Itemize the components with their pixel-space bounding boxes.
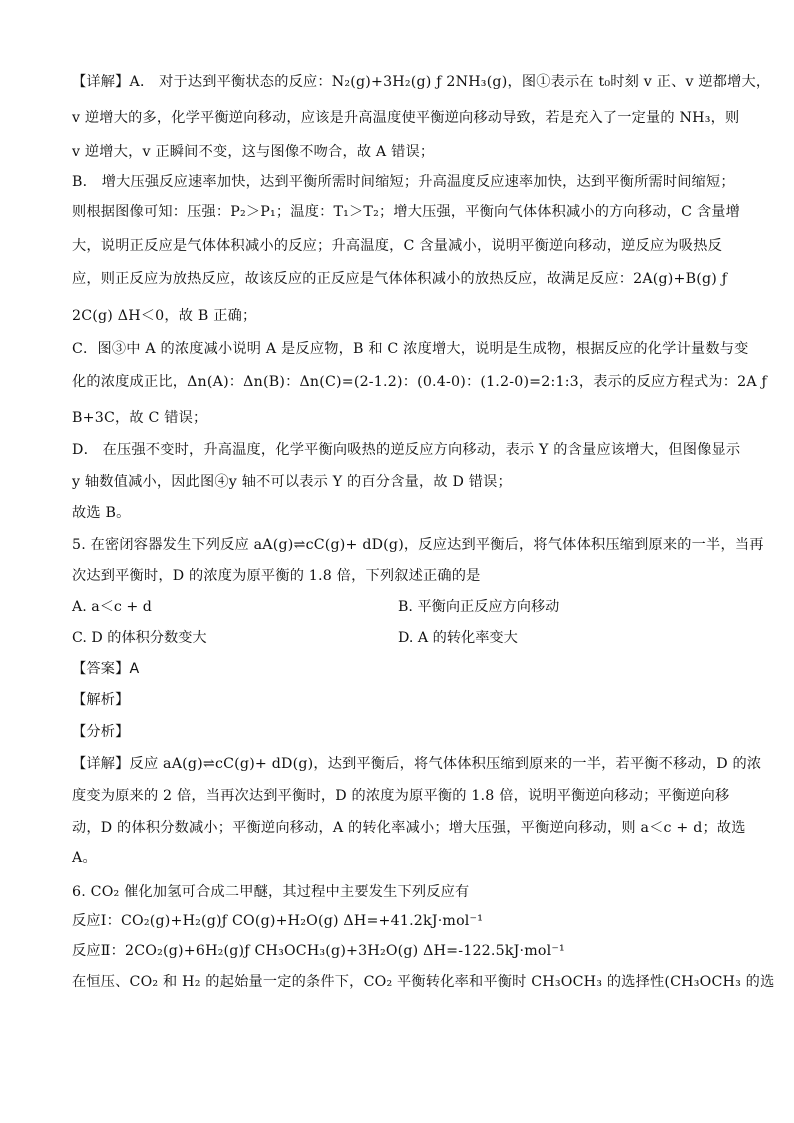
detail-b-line-5: 2C(g) ΔH＜0，故 B 正确；	[72, 308, 257, 324]
detail-b-line-1: B． 增大压强反应速率加快，达到平衡所需时间缩短；升高温度反应速率加快，达到平衡所需时间缩短；	[72, 174, 735, 190]
detail-c-line-2: 化的浓度成正比，Δn(A)：Δn(B)：Δn(C)=(2-1.2)：(0.4-0)：(1.2-0)=2:1:3，表示的反应方程式为：2A ƒ	[72, 374, 768, 390]
detail-b-line-3: 大，说明正反应是气体体积减小的反应；升高温度，C 含量减小，说明平衡逆向移动，逆反应为吸热反	[72, 238, 722, 254]
detail-d-line-2: y 轴数值减小，因此图④y 轴不可以表示 Y 的百分含量，故 D 错误；	[72, 474, 512, 490]
q5-detail-line-2: 度变为原来的 2 倍，当再次达到平衡时，D 的浓度为原平衡的 1.8 倍，说明平衡逆向移动；平衡逆向移	[72, 788, 730, 804]
q5-answer: 【答案】A	[72, 661, 140, 677]
q5-detail-line-3: 动，D 的体积分数减小；平衡逆向移动，A 的转化率减小；增大压强，平衡逆向移动，则 a＜c + d；故选	[72, 820, 746, 836]
detail-c-line-3: B+3C，故 C 错误；	[72, 410, 208, 426]
detail-b-line-4: 应，则正反应为放热反应，故该反应的正反应是气体体积减小的放热反应，故满足反应：2A(g)+B(g) ƒ	[72, 271, 728, 287]
detail-a-line-3: v 逆增大，v 正瞬间不变，这与图像不吻合，故 A 错误；	[72, 144, 435, 160]
q5-analysis-heading: 【解析】	[72, 692, 130, 708]
detail-a-line-1: 【详解】A． 对于达到平衡状态的反应：N₂(g)+3H₂(g) ƒ 2NH₃(g)，图①表示在 t₀时刻 v 正、v 逆都增大，	[72, 74, 771, 90]
detail-a-line-2: v 逆增大的多，化学平衡逆向移动，应该是升高温度使平衡逆向移动导致，若是充入了一定量的 NH₃，则	[72, 110, 740, 126]
detail-d-line-1: D． 在压强不变时，升高温度，化学平衡向吸热的逆反应方向移动，表示 Y 的含量应该增大，但图像显示	[72, 442, 741, 458]
q5-fenxi-heading: 【分析】	[72, 724, 130, 740]
q5-detail-line-4: A。	[72, 850, 97, 866]
q5-option-b: B. 平衡向正反应方向移动	[398, 599, 560, 615]
detail-conclusion: 故选 B。	[72, 505, 131, 521]
q5-stem-line-1: 5. 在密闭容器发生下列反应 aA(g)⇌cC(g)+ dD(g)，反应达到平衡后，将气体体积压缩到原来的一半，当再	[72, 537, 764, 553]
q5-option-a: A. a＜c + d	[72, 599, 152, 615]
q6-stem-continued: 在恒压、CO₂ 和 H₂ 的起始量一定的条件下，CO₂ 平衡转化率和平衡时 CH₃OCH₃ 的选择性(CH₃OCH₃ 的选	[72, 974, 775, 990]
q6-stem: 6. CO₂ 催化加氢可合成二甲醚，其过程中主要发生下列反应有	[72, 884, 470, 900]
q5-stem-line-2: 次达到平衡时，D 的浓度为原平衡的 1.8 倍，下列叙述正确的是	[72, 568, 481, 584]
q6-reaction-1: 反应Ⅰ：CO₂(g)+H₂(g)ƒ CO(g)+H₂O(g) ΔH=+41.2kJ·mol⁻¹	[72, 913, 484, 929]
q5-detail-line-1: 【详解】反应 aA(g)⇌cC(g)+ dD(g)，达到平衡后，将气体体积压缩到原来的一半，若平衡不移动，D 的浓	[72, 756, 762, 772]
q6-reaction-2: 反应Ⅱ：2CO₂(g)+6H₂(g)ƒ CH₃OCH₃(g)+3H₂O(g) ΔH=-122.5kJ·mol⁻¹	[72, 943, 565, 959]
detail-c-line-1: C．图③中 A 的浓度减小说明 A 是反应物，B 和 C 浓度增大，说明是生成物，根据反应的化学计量数与变	[72, 341, 749, 357]
q5-option-c: C. D 的体积分数变大	[72, 630, 207, 646]
detail-b-line-2: 则根据图像可知：压强：P₂＞P₁；温度：T₁＞T₂；增大压强，平衡向气体体积减小的方向移动，C 含量增	[72, 204, 741, 220]
q5-option-d: D. A 的转化率变大	[398, 630, 518, 646]
